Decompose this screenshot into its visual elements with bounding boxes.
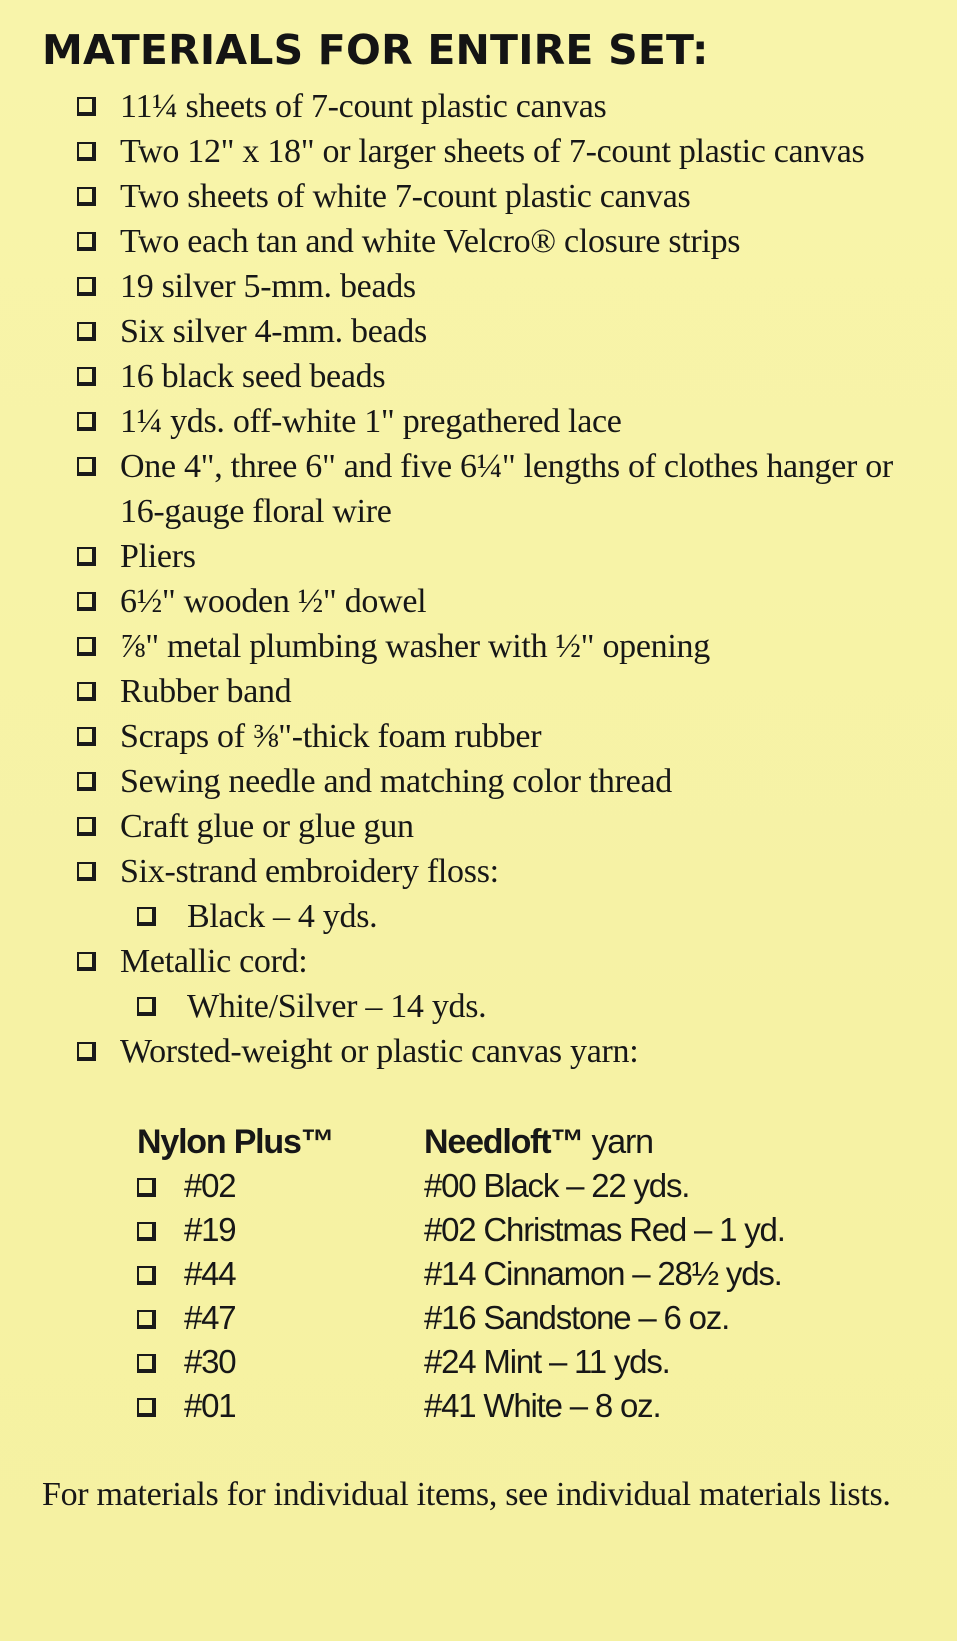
checkbox-icon[interactable] — [137, 1178, 156, 1197]
list-item — [77, 354, 937, 399]
list-item — [77, 84, 937, 129]
sub-list-item — [137, 984, 937, 1029]
checkbox-icon[interactable] — [137, 1310, 156, 1329]
checkbox-icon[interactable] — [77, 457, 96, 476]
yarn-row — [137, 1164, 407, 1208]
item-text: Pliers — [120, 538, 196, 575]
item-text: 6½" wooden ½" dowel — [120, 583, 427, 620]
list-item — [77, 849, 937, 894]
nylon-plus-code: #30 — [184, 1343, 236, 1380]
item-text: Worsted-weight or plastic canvas yarn: — [120, 1033, 639, 1070]
list-item — [77, 534, 937, 579]
checkbox-icon[interactable] — [77, 547, 96, 566]
list-item — [77, 444, 937, 534]
checkbox-icon[interactable] — [137, 1354, 156, 1373]
list-item — [77, 714, 937, 759]
list-item — [77, 624, 937, 669]
list-item — [77, 399, 937, 444]
item-text: Six silver 4-mm. beads — [120, 313, 427, 350]
checkbox-icon[interactable] — [77, 817, 96, 836]
list-item — [77, 1029, 937, 1074]
checkbox-icon[interactable] — [77, 682, 96, 701]
yarn-row — [137, 1208, 407, 1252]
checkbox-icon[interactable] — [77, 412, 96, 431]
checkbox-icon[interactable] — [137, 1398, 156, 1417]
checkbox-icon[interactable] — [77, 637, 96, 656]
sub-list-item — [137, 894, 937, 939]
item-text: Scraps of ⅜"-thick foam rubber — [120, 718, 542, 755]
item-text: Craft glue or glue gun — [120, 808, 414, 845]
needloft-color: #00 Black – 22 yds. — [424, 1167, 690, 1204]
checkbox-icon[interactable] — [77, 727, 96, 746]
checkbox-icon[interactable] — [137, 997, 156, 1016]
yarn-row — [137, 1252, 407, 1296]
list-item — [77, 804, 937, 849]
list-item — [77, 669, 937, 714]
checkbox-icon[interactable] — [77, 187, 96, 206]
needloft-color: #16 Sandstone – 6 oz. — [424, 1299, 730, 1336]
item-text: 11¼ sheets of 7-count plastic canvas — [120, 88, 607, 125]
item-text: ⅞" metal plumbing washer with ½" opening — [120, 628, 710, 665]
item-text: 1¼ yds. off-white 1" pregathered lace — [120, 403, 622, 440]
checkbox-icon[interactable] — [77, 367, 96, 386]
nylon-plus-header: Nylon Plus™ — [137, 1123, 334, 1161]
item-text: Metallic cord: — [120, 943, 308, 980]
item-text: Two sheets of white 7-count plastic canvas — [120, 178, 691, 215]
nylon-plus-code: #02 — [184, 1167, 236, 1204]
yarn-row — [137, 1296, 407, 1340]
checkbox-icon[interactable] — [137, 1266, 156, 1285]
needloft-header — [424, 1120, 844, 1164]
item-text: Rubber band — [120, 673, 292, 710]
checkbox-icon[interactable] — [77, 232, 96, 251]
list-item — [77, 264, 937, 309]
yarn-row — [137, 1384, 407, 1428]
needloft-color: #02 Christmas Red – 1 yd. — [424, 1211, 785, 1248]
checkbox-icon[interactable] — [77, 277, 96, 296]
checkbox-icon[interactable] — [77, 97, 96, 116]
needloft-brand: Needloft™ — [424, 1123, 584, 1161]
checkbox-icon[interactable] — [137, 1222, 156, 1241]
item-text: 19 silver 5-mm. beads — [120, 268, 416, 305]
item-text: One 4", three 6" and five 6¼" lengths of clothes hanger or 16-gauge floral wire — [120, 448, 893, 530]
list-item — [77, 129, 937, 174]
list-item — [77, 219, 937, 264]
list-item — [77, 759, 937, 804]
item-text: Two each tan and white Velcro® closure strips — [120, 223, 741, 260]
checkbox-icon[interactable] — [77, 1042, 96, 1061]
list-item — [77, 309, 937, 354]
checkbox-icon[interactable] — [137, 907, 156, 926]
needloft-color: #41 White – 8 oz. — [424, 1387, 661, 1424]
page-title: MATERIALS FOR ENTIRE SET: — [42, 26, 709, 74]
checkbox-icon[interactable] — [77, 862, 96, 881]
item-text: Six-strand embroidery floss: — [120, 853, 499, 890]
needloft-suffix: yarn — [591, 1123, 653, 1161]
footer-note: For materials for individual items, see individual materials lists. — [42, 1476, 891, 1513]
nylon-plus-code: #47 — [184, 1299, 236, 1336]
item-text: Black – 4 yds. — [187, 898, 378, 935]
needloft-column — [424, 1120, 844, 1428]
list-item — [77, 579, 937, 624]
list-item — [77, 174, 937, 219]
checkbox-icon[interactable] — [77, 592, 96, 611]
nylon-plus-code: #44 — [184, 1255, 236, 1292]
item-text: White/Silver – 14 yds. — [187, 988, 487, 1025]
list-item — [77, 939, 937, 984]
checkbox-icon[interactable] — [77, 142, 96, 161]
needloft-color: #24 Mint – 11 yds. — [424, 1343, 670, 1380]
checkbox-icon[interactable] — [77, 322, 96, 341]
nylon-plus-code: #01 — [184, 1387, 236, 1424]
checkbox-icon[interactable] — [77, 952, 96, 971]
yarn-row — [137, 1340, 407, 1384]
nylon-plus-column — [137, 1120, 407, 1428]
item-text: Sewing needle and matching color thread — [120, 763, 672, 800]
item-text: 16 black seed beads — [120, 358, 386, 395]
materials-list — [77, 84, 937, 1074]
checkbox-icon[interactable] — [77, 772, 96, 791]
item-text: Two 12" x 18" or larger sheets of 7-count plastic canvas — [120, 133, 865, 170]
needloft-color: #14 Cinnamon – 28½ yds. — [424, 1255, 782, 1292]
nylon-plus-code: #19 — [184, 1211, 236, 1248]
